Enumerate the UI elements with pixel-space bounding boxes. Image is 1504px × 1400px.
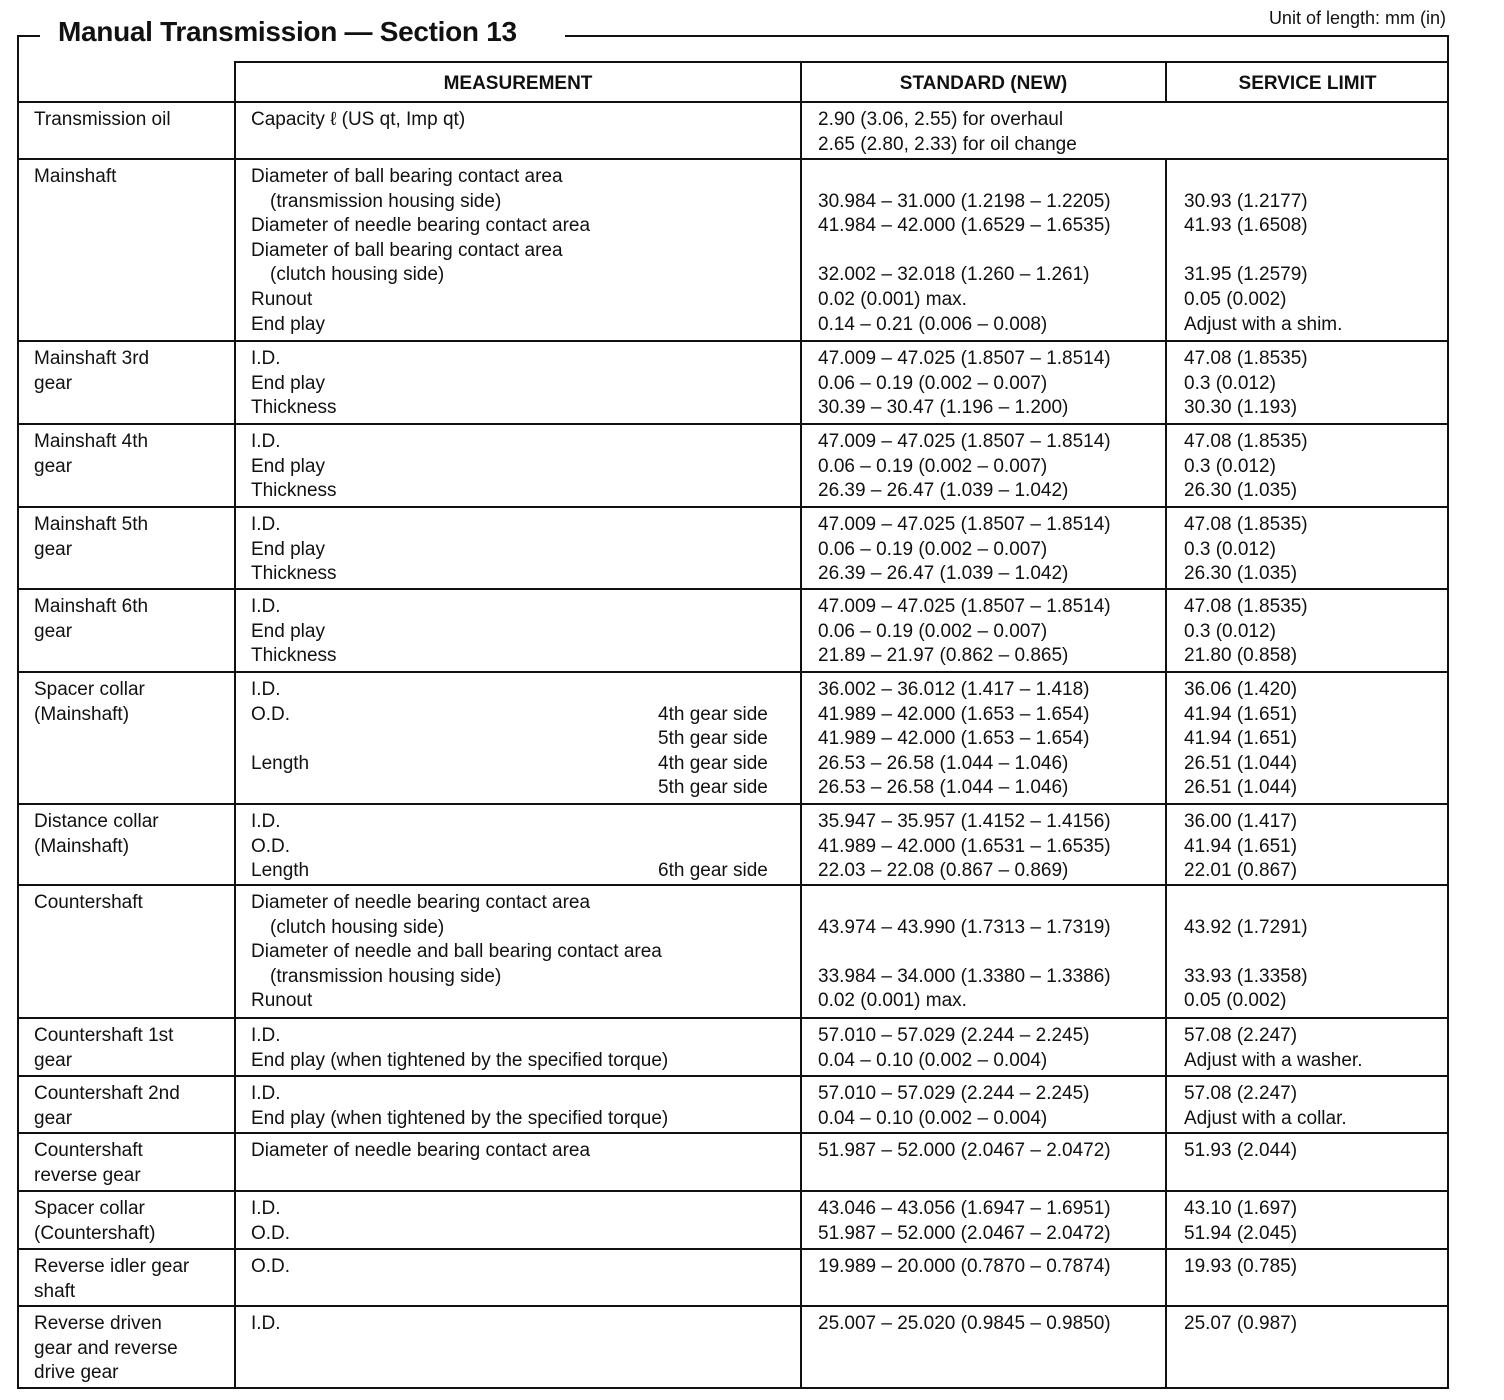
row-item-name: (Countershaft): [34, 1222, 156, 1244]
service-limit-value: 0.3 (0.012): [1184, 538, 1276, 560]
row-item-name: gear: [34, 455, 73, 477]
measurement-text: I.D.: [251, 514, 281, 535]
column-divider-standard: [1165, 673, 1167, 803]
gear-side-label: 4th gear side: [658, 752, 768, 774]
column-divider-standard: [1165, 886, 1167, 1017]
measurement-text: End play: [251, 372, 325, 394]
standard-value: 41.989 – 42.000 (1.653 – 1.654): [818, 703, 1090, 725]
measurement-text: End play: [251, 313, 325, 335]
standard-value: 0.06 – 0.19 (0.002 – 0.007): [818, 455, 1048, 477]
measurement-text: (clutch housing side): [270, 916, 445, 938]
service-limit-value: 36.06 (1.420): [1184, 679, 1298, 700]
measurement-text: O.D.: [251, 835, 291, 857]
service-limit-value: 0.05 (0.002): [1184, 289, 1287, 310]
service-limit-value: Adjust with a shim.: [1184, 313, 1343, 335]
measurement-text: I.D.: [251, 1313, 281, 1334]
standard-value: 21.89 – 21.97 (0.862 – 0.865): [818, 645, 1069, 667]
column-divider-measurement: [800, 342, 802, 423]
service-limit-value: 26.30 (1.035): [1184, 563, 1298, 585]
measurement-text: (transmission housing side): [270, 965, 502, 987]
standard-value: 0.06 – 0.19 (0.002 – 0.007): [818, 538, 1048, 560]
row-divider: [17, 423, 1449, 425]
service-limit-value: 25.07 (0.987): [1184, 1313, 1298, 1334]
column-divider-measurement: [800, 1250, 802, 1305]
service-limit-value: 51.94 (2.045): [1184, 1222, 1298, 1244]
column-divider-measurement: [800, 1019, 802, 1075]
service-limit-value: 30.30 (1.193): [1184, 397, 1298, 419]
standard-value: 41.984 – 42.000 (1.6529 – 1.6535): [818, 215, 1111, 237]
standard-value: 0.04 – 0.10 (0.002 – 0.004): [818, 1049, 1048, 1071]
column-divider-measurement: [800, 1307, 802, 1387]
measurement-text: Thickness: [251, 563, 337, 585]
page-title: Manual Transmission — Section 13: [58, 16, 517, 47]
column-divider-standard: [1165, 1134, 1167, 1190]
gear-side-label: 6th gear side: [658, 860, 768, 882]
column-divider-standard: [1165, 1077, 1167, 1132]
standard-value: 47.009 – 47.025 (1.8507 – 1.8514): [818, 431, 1111, 452]
measurement-text: End play (when tightened by the specified torque): [251, 1049, 669, 1071]
column-divider-standard: [1165, 1250, 1167, 1305]
row-item-name: Mainshaft: [34, 166, 117, 187]
row-item-name: Transmission oil: [34, 109, 171, 130]
measurement-text: Diameter of needle and ball bearing contact area: [251, 941, 662, 963]
row-divider: [17, 1132, 1449, 1134]
gear-side-label: 4th gear side: [658, 703, 768, 725]
column-header-standard: STANDARD (NEW): [899, 73, 1068, 94]
standard-value: 51.987 – 52.000 (2.0467 – 2.0472): [818, 1222, 1111, 1244]
standard-value: 47.009 – 47.025 (1.8507 – 1.8514): [818, 596, 1111, 617]
measurement-text: Diameter of needle bearing contact area: [251, 215, 591, 237]
row-item-name: Reverse idler gear: [34, 1256, 190, 1277]
row-divider: [17, 1248, 1449, 1250]
service-limit-value: 0.3 (0.012): [1184, 620, 1276, 642]
measurement-text: Length: [251, 860, 310, 882]
measurement-text: Runout: [251, 289, 313, 310]
standard-value: 47.009 – 47.025 (1.8507 – 1.8514): [818, 514, 1111, 535]
row-item-name: reverse gear: [34, 1164, 141, 1186]
service-limit-value: 47.08 (1.8535): [1184, 431, 1308, 452]
row-item-name: Mainshaft 5th: [34, 514, 149, 535]
measurement-text: Diameter of needle bearing contact area: [251, 1140, 591, 1161]
standard-value: 32.002 – 32.018 (1.260 – 1.261): [818, 264, 1090, 286]
service-limit-value: 26.30 (1.035): [1184, 480, 1298, 502]
measurement-text: I.D.: [251, 1198, 281, 1219]
service-limit-value: 21.80 (0.858): [1184, 645, 1298, 667]
standard-value: 51.987 – 52.000 (2.0467 – 2.0472): [818, 1140, 1111, 1161]
row-item-name: gear: [34, 1107, 73, 1129]
service-limit-value: 47.08 (1.8535): [1184, 348, 1308, 369]
service-limit-value: 33.93 (1.3358): [1184, 965, 1308, 987]
row-divider: [17, 1017, 1449, 1019]
service-limit-value: 51.93 (2.044): [1184, 1140, 1298, 1161]
measurement-text: End play: [251, 455, 325, 477]
column-divider-measurement: [800, 62, 802, 102]
standard-value: 57.010 – 57.029 (2.244 – 2.245): [818, 1025, 1090, 1046]
standard-value: 22.03 – 22.08 (0.867 – 0.869): [818, 860, 1069, 882]
standard-value: 33.984 – 34.000 (1.3380 – 1.3386): [818, 965, 1111, 987]
measurement-text: I.D.: [251, 1083, 281, 1104]
standard-value: 36.002 – 36.012 (1.417 – 1.418): [818, 679, 1090, 700]
measurement-text: I.D.: [251, 679, 281, 700]
row-divider: [17, 1075, 1449, 1077]
column-divider-standard: [1165, 1019, 1167, 1075]
service-limit-value: 43.92 (1.7291): [1184, 916, 1308, 938]
row-item-name: (Mainshaft): [34, 835, 130, 857]
column-divider-measurement: [800, 673, 802, 803]
standard-value: 26.53 – 26.58 (1.044 – 1.046): [818, 752, 1069, 774]
row-divider: [17, 884, 1449, 886]
measurement-text: (transmission housing side): [270, 190, 502, 212]
column-divider-standard: [1165, 342, 1167, 423]
column-divider-measurement: [800, 425, 802, 506]
row-divider: [17, 671, 1449, 673]
row-divider: [17, 158, 1449, 160]
column-divider-standard: [1165, 1192, 1167, 1248]
standard-value: 26.39 – 26.47 (1.039 – 1.042): [818, 563, 1069, 585]
row-divider: [17, 506, 1449, 508]
column-divider-item: [234, 62, 236, 1389]
service-limit-value: 0.05 (0.002): [1184, 990, 1287, 1012]
standard-value: 43.046 – 43.056 (1.6947 – 1.6951): [818, 1198, 1111, 1219]
measurement-text: I.D.: [251, 1025, 281, 1046]
column-divider-measurement: [800, 1134, 802, 1190]
column-divider-measurement: [800, 508, 802, 588]
row-item-name: Mainshaft 6th: [34, 596, 149, 617]
unit-note: Unit of length: mm (in): [1268, 8, 1446, 28]
standard-value: 43.974 – 43.990 (1.7313 – 1.7319): [818, 916, 1111, 938]
standard-value: 19.989 – 20.000 (0.7870 – 0.7874): [818, 1256, 1111, 1277]
standard-value: 26.39 – 26.47 (1.039 – 1.042): [818, 480, 1069, 502]
row-item-name: Spacer collar: [34, 1198, 145, 1219]
column-divider-measurement: [800, 1077, 802, 1132]
row-divider: [17, 588, 1449, 590]
measurement-text: Diameter of ball bearing contact area: [251, 166, 563, 187]
service-limit-value: 22.01 (0.867): [1184, 860, 1298, 882]
measurement-text: O.D.: [251, 1222, 291, 1244]
row-item-name: shaft: [34, 1280, 76, 1302]
row-divider: [17, 340, 1449, 342]
column-divider-standard: [1165, 805, 1167, 884]
service-limit-value: Adjust with a washer.: [1184, 1049, 1363, 1071]
service-limit-value: 26.51 (1.044): [1184, 752, 1298, 774]
standard-value: 57.010 – 57.029 (2.244 – 2.245): [818, 1083, 1090, 1104]
standard-value: 41.989 – 42.000 (1.653 – 1.654): [818, 728, 1090, 750]
measurement-text: Thickness: [251, 397, 337, 419]
gear-side-label: 5th gear side: [658, 728, 768, 750]
measurement-text: I.D.: [251, 596, 281, 617]
header-top-rule: [234, 61, 1449, 63]
column-divider-standard: [1165, 425, 1167, 506]
standard-value: 47.009 – 47.025 (1.8507 – 1.8514): [818, 348, 1111, 369]
service-limit-value: 41.94 (1.651): [1184, 703, 1298, 725]
measurement-text: End play: [251, 620, 325, 642]
column-divider-measurement: [800, 590, 802, 671]
service-limit-value: 47.08 (1.8535): [1184, 596, 1308, 617]
standard-value: 41.989 – 42.000 (1.6531 – 1.6535): [818, 835, 1111, 857]
standard-value: 0.02 (0.001) max.: [818, 990, 967, 1012]
row-divider: [17, 101, 1449, 103]
column-divider-measurement: [800, 886, 802, 1017]
measurement-text: Thickness: [251, 645, 337, 667]
measurement-text: Length: [251, 752, 310, 774]
row-item-name: gear: [34, 372, 73, 394]
measurement-text: O.D.: [251, 1256, 291, 1277]
column-divider-measurement: [800, 805, 802, 884]
row-item-name: Distance collar: [34, 811, 159, 832]
service-limit-value: 30.93 (1.2177): [1184, 190, 1308, 212]
standard-value: 0.04 – 0.10 (0.002 – 0.004): [818, 1107, 1048, 1129]
service-limit-value: 36.00 (1.417): [1184, 811, 1298, 832]
row-item-name: (Mainshaft): [34, 703, 130, 725]
service-limit-value: 31.95 (1.2579): [1184, 264, 1308, 286]
row-item-name: Countershaft 2nd: [34, 1083, 180, 1104]
standard-value: 0.06 – 0.19 (0.002 – 0.007): [818, 620, 1048, 642]
column-divider-measurement: [800, 1192, 802, 1248]
standard-value: 35.947 – 35.957 (1.4152 – 1.4156): [818, 811, 1111, 832]
column-divider-standard: [1165, 1307, 1167, 1387]
standard-value: 0.06 – 0.19 (0.002 – 0.007): [818, 372, 1048, 394]
row-divider: [17, 1305, 1449, 1307]
column-divider-standard: [1165, 62, 1167, 102]
service-limit-value: 19.93 (0.785): [1184, 1256, 1298, 1277]
row-item-name: Countershaft 1st: [34, 1025, 174, 1046]
row-item-name: Reverse driven: [34, 1313, 162, 1334]
row-divider: [17, 1190, 1449, 1192]
service-limit-value: 41.94 (1.651): [1184, 728, 1298, 750]
measurement-text: I.D.: [251, 811, 281, 832]
measurement-text: I.D.: [251, 348, 281, 369]
column-divider-standard: [1165, 590, 1167, 671]
service-limit-value: 0.3 (0.012): [1184, 455, 1276, 477]
measurement-text: O.D.: [251, 703, 291, 725]
standard-value: 0.02 (0.001) max.: [818, 289, 967, 310]
standard-value: 26.53 – 26.58 (1.044 – 1.046): [818, 777, 1069, 799]
row-item-name: gear and reverse: [34, 1337, 178, 1359]
row-item-name: drive gear: [34, 1362, 119, 1384]
row-item-name: gear: [34, 620, 73, 642]
column-divider-standard: [1165, 508, 1167, 588]
service-limit-value: 47.08 (1.8535): [1184, 514, 1308, 535]
measurement-text: End play: [251, 538, 325, 560]
row-item-name: Countershaft: [34, 892, 143, 913]
service-limit-value: Adjust with a collar.: [1184, 1107, 1347, 1129]
standard-value: 30.984 – 31.000 (1.2198 – 1.2205): [818, 190, 1111, 212]
service-limit-value: 26.51 (1.044): [1184, 777, 1298, 799]
column-header-measurement: MEASUREMENT: [443, 73, 593, 94]
column-divider-measurement: [800, 103, 802, 158]
row-item-name: Mainshaft 4th: [34, 431, 149, 452]
measurement-text: Runout: [251, 990, 313, 1012]
row-item-name: gear: [34, 1049, 73, 1071]
row-item-name: gear: [34, 538, 73, 560]
service-limit-value: 57.08 (2.247): [1184, 1083, 1298, 1104]
measurement-text: Thickness: [251, 480, 337, 502]
service-limit-value: 57.08 (2.247): [1184, 1025, 1298, 1046]
measurement-text: Diameter of ball bearing contact area: [251, 239, 563, 261]
service-limit-value: 0.3 (0.012): [1184, 372, 1276, 394]
standard-value: 2.65 (2.80, 2.33) for oil change: [818, 133, 1077, 155]
service-limit-value: 43.10 (1.697): [1184, 1198, 1298, 1219]
service-limit-value: 41.93 (1.6508): [1184, 215, 1308, 237]
gear-side-label: 5th gear side: [658, 777, 768, 799]
measurement-text: I.D.: [251, 431, 281, 452]
column-divider-measurement: [800, 160, 802, 340]
standard-value: 30.39 – 30.47 (1.196 – 1.200): [818, 397, 1069, 419]
standard-value: 2.90 (3.06, 2.55) for overhaul: [818, 109, 1064, 130]
row-item-name: Spacer collar: [34, 679, 145, 700]
row-divider: [17, 803, 1449, 805]
row-item-name: Countershaft: [34, 1140, 143, 1161]
measurement-text: Diameter of needle bearing contact area: [251, 892, 591, 913]
standard-value: 25.007 – 25.020 (0.9845 – 0.9850): [818, 1313, 1111, 1334]
column-divider-standard: [1165, 160, 1167, 340]
standard-value: 0.14 – 0.21 (0.006 – 0.008): [818, 313, 1048, 335]
measurement-text: End play (when tightened by the specified torque): [251, 1107, 669, 1129]
column-header-service-limit: SERVICE LIMIT: [1238, 73, 1377, 94]
measurement-text: (clutch housing side): [270, 264, 445, 286]
measurement-text: Capacity ℓ (US qt, Imp qt): [251, 109, 466, 130]
service-limit-value: 41.94 (1.651): [1184, 835, 1298, 857]
row-item-name: Mainshaft 3rd: [34, 348, 150, 369]
